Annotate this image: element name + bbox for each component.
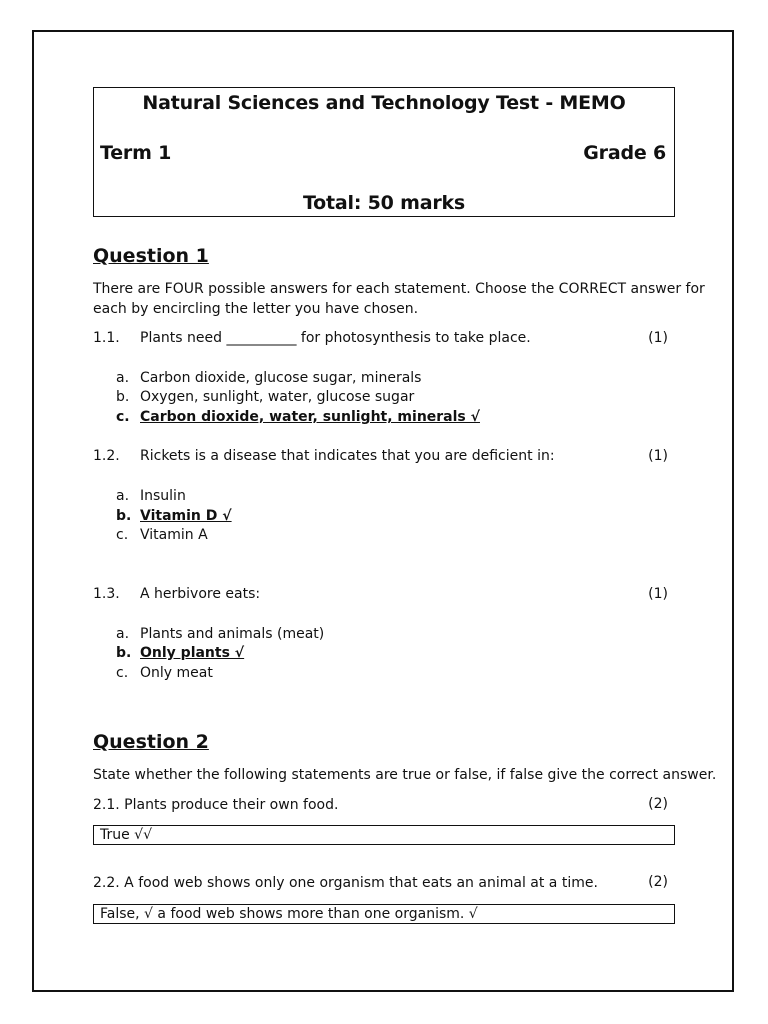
question-1-instruction: There are FOUR possible answers for each statement. Choose the CORRECT answer for xyxy=(93,281,705,297)
total-marks: Total: 50 marks xyxy=(302,192,466,214)
test-title: Natural Sciences and Technology Test - MEMO xyxy=(142,92,626,114)
answer-box xyxy=(93,825,675,845)
answer-text: True √√ xyxy=(100,827,153,843)
question-number: 2.1. xyxy=(93,797,120,813)
question-1-heading: Question 1 xyxy=(93,245,209,267)
question-line xyxy=(93,874,598,893)
option-letter: a. xyxy=(116,488,130,504)
option-text: Only meat xyxy=(140,665,213,681)
option-letter: c. xyxy=(116,665,129,681)
option-letter: b. xyxy=(116,645,132,661)
question-number: 1.3. xyxy=(93,586,120,602)
correct-option-text: Only plants √ xyxy=(140,645,245,661)
question-marks: (1) xyxy=(648,448,668,464)
option-letter: b. xyxy=(116,389,130,405)
option-text: Carbon dioxide, glucose sugar, minerals xyxy=(140,370,422,386)
question-marks: (1) xyxy=(648,330,668,346)
option-letter: c. xyxy=(116,527,129,543)
question-text: Plants produce their own food. xyxy=(124,797,339,813)
question-2-heading: Question 2 xyxy=(93,731,209,753)
option-text: Vitamin A xyxy=(140,527,208,543)
question-text: A herbivore eats: xyxy=(140,586,261,602)
question-number: 2.2. xyxy=(93,875,120,891)
option-letter: b. xyxy=(116,508,132,524)
question-marks: (1) xyxy=(648,586,668,602)
correct-option-text: Carbon dioxide, water, sunlight, minerals √ xyxy=(140,409,480,425)
question-number xyxy=(93,796,338,815)
question-text: Rickets is a disease that indicates that you are deficient in: xyxy=(140,448,555,464)
correct-option-text: Vitamin D √ xyxy=(140,508,232,524)
option-letter: c. xyxy=(116,409,130,425)
option-text: Oxygen, sunlight, water, glucose sugar xyxy=(140,389,415,405)
question-number: 1.1. xyxy=(93,330,120,346)
option-text: Insulin xyxy=(140,488,186,504)
option-letter: a. xyxy=(116,370,130,386)
option-text: Plants and animals (meat) xyxy=(140,626,325,642)
question-text: Plants need __________ for photosynthesis to take place. xyxy=(140,330,531,346)
question-marks: (2) xyxy=(648,874,668,890)
answer-text: False, √ a food web shows more than one organism. √ xyxy=(100,906,478,922)
question-number: 1.2. xyxy=(93,448,120,464)
question-1-instruction: each by encircling the letter you have chosen. xyxy=(93,301,419,317)
answer-box xyxy=(93,904,675,924)
term-label: Term 1 xyxy=(100,142,172,164)
header-box xyxy=(93,87,675,217)
grade-label: Grade 6 xyxy=(583,142,666,164)
question-marks: (2) xyxy=(648,796,668,812)
question-text: A food web shows only one organism that eats an animal at a time. xyxy=(124,875,598,891)
question-2-instruction: State whether the following statements are true or false, if false give the correct answer. xyxy=(93,767,717,783)
option-letter: a. xyxy=(116,626,130,642)
